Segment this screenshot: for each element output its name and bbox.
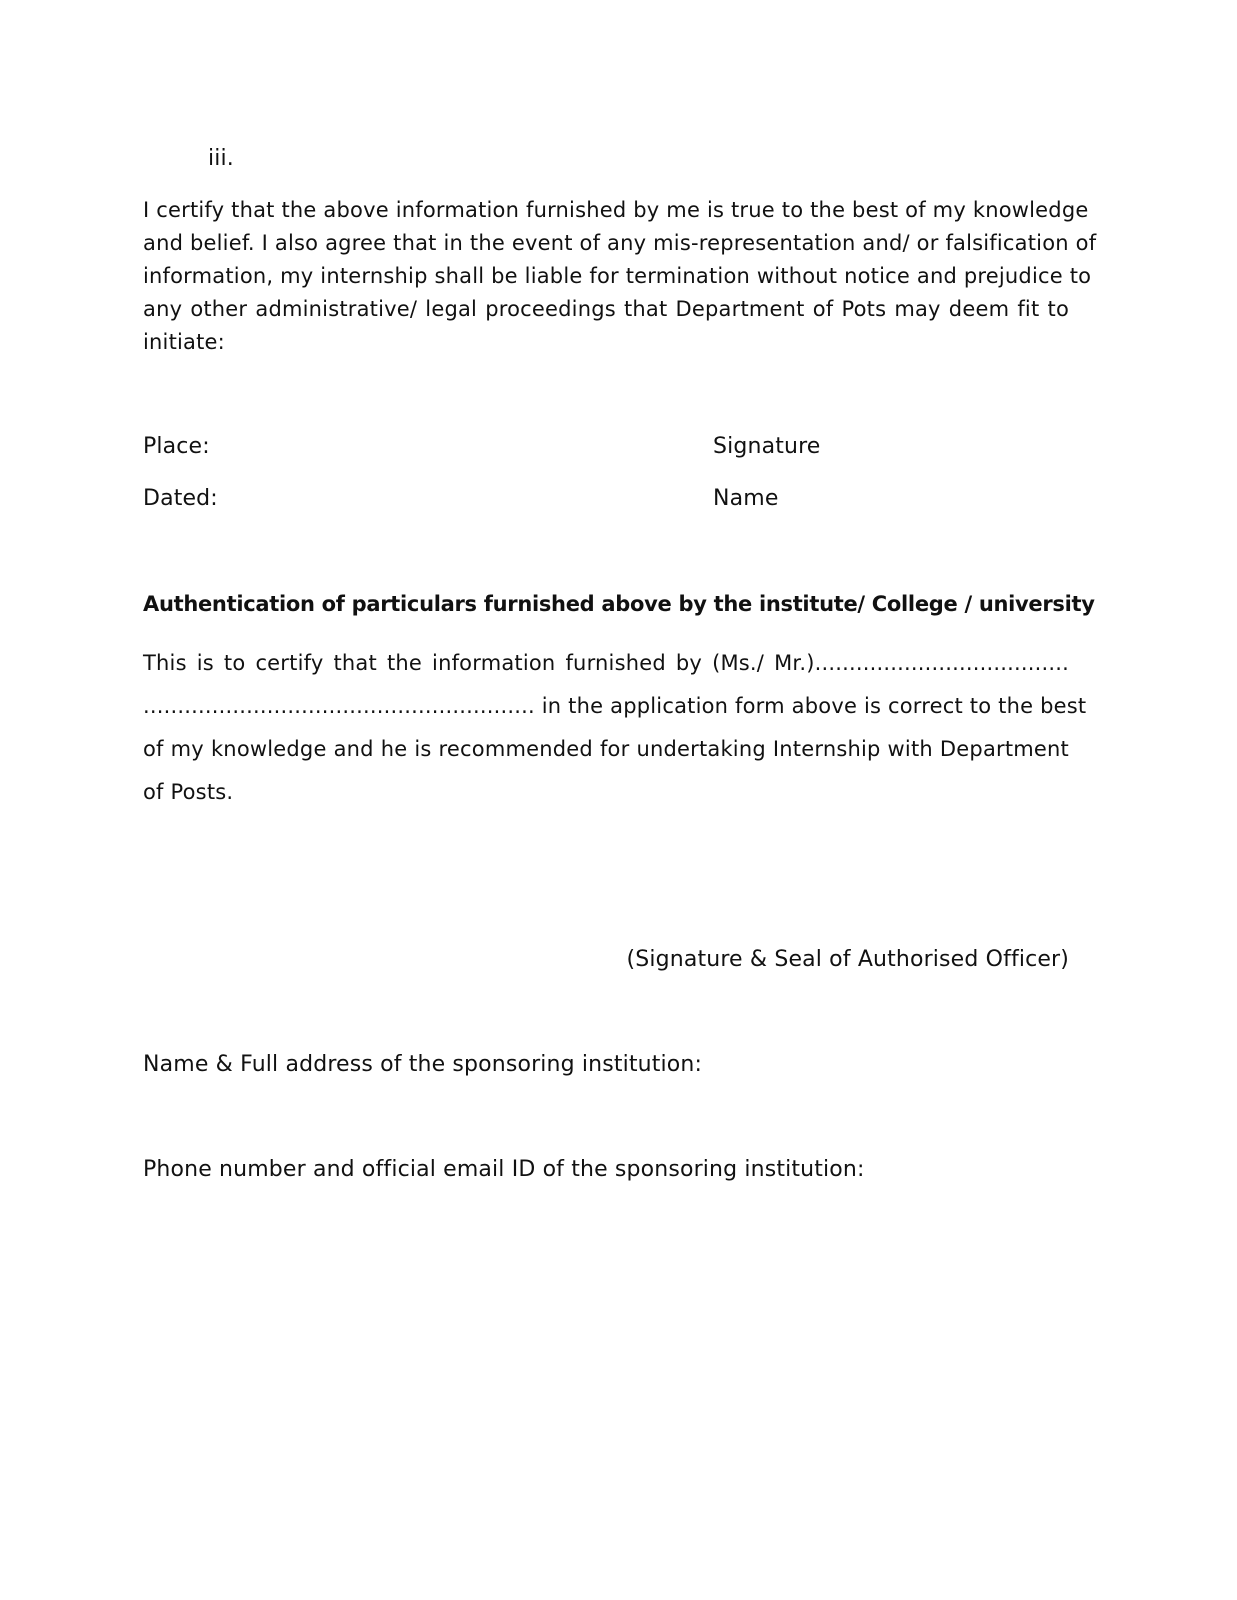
dated-label: Dated: — [143, 486, 218, 511]
authentication-heading: Authentication of particulars furnished above by the institute/ College / university — [143, 592, 1095, 616]
certification-line: initiate: — [143, 330, 225, 354]
certification-line: I certify that the above information furnished by me is true to the best of my knowledge — [143, 198, 1089, 222]
certification-paragraph — [143, 194, 1097, 359]
authentication-line: of my knowledge and he is recommended for undertaking Internship with Department — [143, 737, 1069, 761]
list-marker: iii. — [208, 146, 234, 171]
institution-name-address-label: Name & Full address of the sponsoring institution: — [143, 1052, 703, 1077]
officer-signature-label: (Signature & Seal of Authorised Officer) — [626, 947, 1069, 972]
authentication-line: of Posts. — [143, 780, 234, 804]
authentication-line: ......................................................... in the application form above is correct to the best — [143, 694, 1087, 718]
place-label: Place: — [143, 434, 210, 459]
authentication-line: This is to certify that the information furnished by (Ms./ Mr.)..................................... — [143, 651, 1069, 675]
name-label: Name — [713, 486, 779, 511]
authentication-paragraph — [143, 642, 1087, 814]
certification-line: information, my internship shall be liable for termination without notice and prejudice to — [143, 264, 1092, 288]
institution-contact-label: Phone number and official email ID of the sponsoring institution: — [143, 1157, 865, 1182]
signature-label: Signature — [713, 434, 821, 459]
certification-line: any other administrative/ legal proceedings that Department of Pots may deem fit to — [143, 297, 1069, 321]
certification-line: and belief. I also agree that in the event of any mis-representation and/ or falsification of — [143, 231, 1097, 255]
